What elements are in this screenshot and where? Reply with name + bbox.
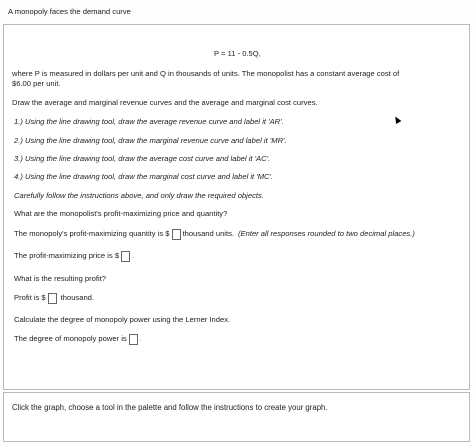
lerner-prefix: The degree of monopoly power is (14, 334, 127, 344)
draw-instruction: Draw the average and marginal revenue curves and the average and marginal cost curves. (12, 98, 318, 107)
rounding-note: (Enter all responses rounded to two decimal places.) (238, 229, 415, 239)
profit-row (14, 293, 94, 304)
lerner-row (14, 334, 142, 345)
quantity-prefix: The monopoly's profit-maximizing quantity is $ (14, 229, 170, 239)
profit-suffix: thousand. (60, 293, 95, 303)
quantity-row (14, 229, 415, 240)
profit-prefix: Profit is $ (14, 293, 46, 303)
graph-instruction: Click the graph, choose a tool in the palette and follow the instructions to create your graph. (12, 403, 328, 412)
profit-question: What is the resulting profit? (14, 274, 107, 283)
demand-equation: P = 11 - 0.5Q, (214, 49, 261, 58)
step-3: 3.) Using the line drawing tool, draw the average cost curve and label it 'AC'. (14, 154, 271, 163)
price-row (14, 251, 134, 262)
price-dot: . (132, 251, 135, 261)
step-4: 4.) Using the line drawing tool, draw the marginal cost curve and label it 'MC'. (14, 172, 274, 181)
step-2: 2.) Using the line drawing tool, draw the marginal revenue curve and label it 'MR'. (14, 136, 287, 145)
quantity-answer-input[interactable] (172, 229, 181, 240)
lerner-instruction: Calculate the degree of monopoly power using the Lerner Index. (14, 315, 231, 324)
where-line-1: where P is measured in dollars per unit and Q in thousands of units. The monopolist has a constant average cost of (12, 69, 400, 78)
step-1: 1.) Using the line drawing tool, draw the average revenue curve and label it 'AR'. (14, 117, 284, 126)
intro-text: A monopoly faces the demand curve (8, 7, 131, 16)
careful-note: Carefully follow the instructions above, and only draw the required objects. (14, 191, 264, 200)
where-line-2: $6.00 per unit. (12, 79, 61, 88)
lerner-dot: . (139, 334, 142, 344)
price-prefix: The profit-maximizing price is $ (14, 251, 120, 261)
profit-answer-input[interactable] (48, 293, 57, 304)
price-quantity-question: What are the monopolist's profit-maximizing price and quantity? (14, 209, 228, 218)
question-panel (3, 24, 470, 390)
graph-instruction-panel[interactable] (3, 392, 470, 442)
lerner-answer-input[interactable] (129, 334, 138, 345)
price-answer-input[interactable] (121, 251, 130, 262)
quantity-suffix: thousand units. (182, 229, 235, 239)
